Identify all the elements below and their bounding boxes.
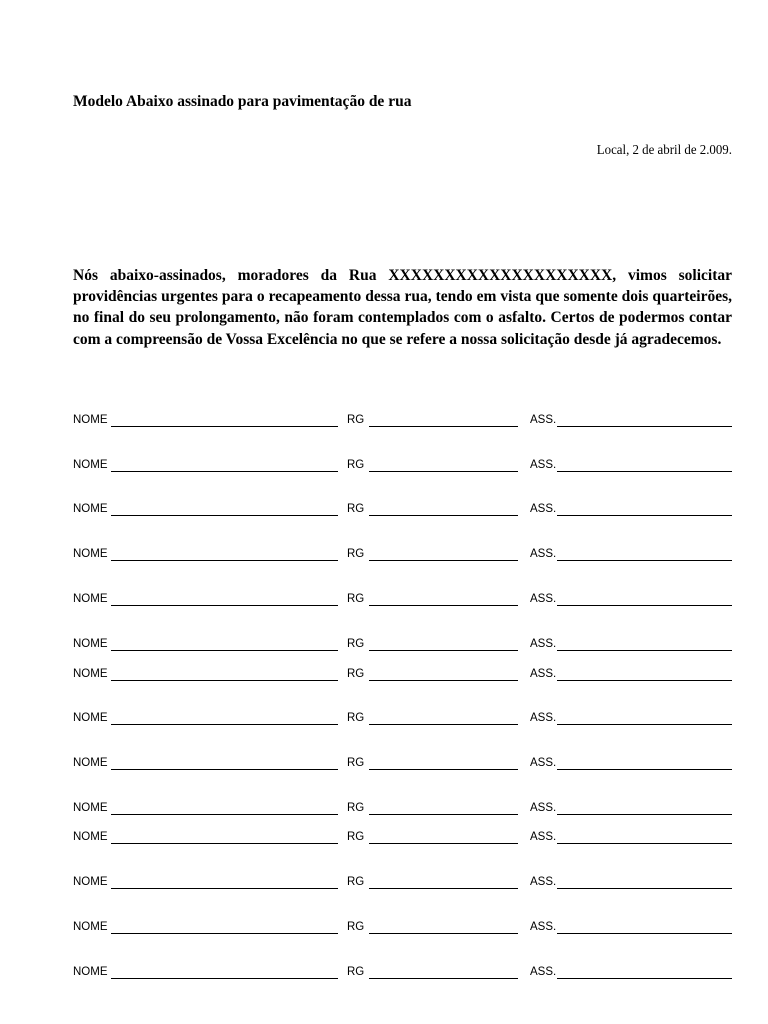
ass-blank-line: [557, 650, 732, 651]
signature-row: [73, 458, 732, 474]
ass-label: ASS.: [530, 831, 557, 843]
ass-blank-line: [557, 560, 732, 561]
ass-label: ASS.: [530, 668, 557, 680]
rg-label: RG: [347, 459, 365, 471]
nome-label: NOME: [73, 966, 108, 978]
rg-blank-line: [369, 680, 518, 681]
dateline: Local, 2 de abril de 2.009.: [596, 143, 732, 158]
ass-label: ASS.: [530, 414, 557, 426]
rg-label: RG: [347, 966, 365, 978]
signature-row: [73, 413, 732, 429]
document-title: Modelo Abaixo assinado para pavimentação de rua: [73, 93, 412, 110]
rg-label: RG: [347, 802, 365, 814]
ass-blank-line: [557, 843, 732, 844]
nome-label: NOME: [73, 548, 108, 560]
rg-label: RG: [347, 638, 365, 650]
rg-blank-line: [369, 515, 518, 516]
signature-row: [73, 592, 732, 608]
nome-label: NOME: [73, 593, 108, 605]
signature-row: [73, 667, 732, 683]
nome-label: NOME: [73, 757, 108, 769]
signature-row: [73, 756, 732, 772]
ass-blank-line: [557, 515, 732, 516]
signature-row: [73, 637, 732, 653]
nome-blank-line: [111, 471, 338, 472]
ass-blank-line: [557, 471, 732, 472]
ass-label: ASS.: [530, 459, 557, 471]
signature-row: [73, 965, 732, 981]
ass-blank-line: [557, 724, 732, 725]
ass-label: ASS.: [530, 757, 557, 769]
ass-label: ASS.: [530, 966, 557, 978]
nome-blank-line: [111, 724, 338, 725]
ass-blank-line: [557, 978, 732, 979]
nome-label: NOME: [73, 831, 108, 843]
ass-label: ASS.: [530, 876, 557, 888]
rg-blank-line: [369, 769, 518, 770]
rg-label: RG: [347, 503, 365, 515]
rg-label: RG: [347, 831, 365, 843]
rg-label: RG: [347, 876, 365, 888]
nome-label: NOME: [73, 638, 108, 650]
signature-row: [73, 801, 732, 817]
signature-row: [73, 875, 732, 891]
rg-blank-line: [369, 605, 518, 606]
ass-blank-line: [557, 933, 732, 934]
signature-row: [73, 920, 732, 936]
nome-label: NOME: [73, 802, 108, 814]
nome-label: NOME: [73, 876, 108, 888]
nome-label: NOME: [73, 712, 108, 724]
rg-blank-line: [369, 426, 518, 427]
rg-label: RG: [347, 668, 365, 680]
rg-blank-line: [369, 560, 518, 561]
ass-blank-line: [557, 426, 732, 427]
nome-blank-line: [111, 769, 338, 770]
rg-label: RG: [347, 757, 365, 769]
ass-blank-line: [557, 605, 732, 606]
rg-label: RG: [347, 921, 365, 933]
nome-blank-line: [111, 843, 338, 844]
ass-label: ASS.: [530, 712, 557, 724]
nome-blank-line: [111, 605, 338, 606]
ass-label: ASS.: [530, 921, 557, 933]
nome-blank-line: [111, 426, 338, 427]
rg-blank-line: [369, 724, 518, 725]
ass-label: ASS.: [530, 593, 557, 605]
rg-blank-line: [369, 471, 518, 472]
nome-blank-line: [111, 650, 338, 651]
ass-blank-line: [557, 680, 732, 681]
petition-body: Nós abaixo-assinados, moradores da Rua XXXXXXXXXXXXXXXXXXXX, vimos solicitar providências urgentes para o recapeamento dessa rua, tendo em vista que somente dois quarteirões, no final do seu prolongamento, não foram contemplados com o asfalto. Certos de podermos contar com a compreensão de Vossa Excelência no que se refere a nossa solicitação desde já agradecemos.: [73, 267, 732, 348]
ass-label: ASS.: [530, 503, 557, 515]
signature-row: [73, 547, 732, 563]
nome-blank-line: [111, 888, 338, 889]
nome-label: NOME: [73, 668, 108, 680]
nome-blank-line: [111, 933, 338, 934]
rg-label: RG: [347, 548, 365, 560]
ass-label: ASS.: [530, 802, 557, 814]
rg-blank-line: [369, 843, 518, 844]
signature-row: [73, 830, 732, 846]
signature-row: [73, 502, 732, 518]
nome-blank-line: [111, 560, 338, 561]
rg-blank-line: [369, 888, 518, 889]
ass-blank-line: [557, 769, 732, 770]
rg-blank-line: [369, 933, 518, 934]
nome-label: NOME: [73, 414, 108, 426]
nome-blank-line: [111, 680, 338, 681]
nome-blank-line: [111, 515, 338, 516]
rg-blank-line: [369, 814, 518, 815]
nome-blank-line: [111, 978, 338, 979]
ass-blank-line: [557, 888, 732, 889]
rg-label: RG: [347, 712, 365, 724]
rg-label: RG: [347, 414, 365, 426]
rg-label: RG: [347, 593, 365, 605]
ass-label: ASS.: [530, 548, 557, 560]
ass-label: ASS.: [530, 638, 557, 650]
nome-label: NOME: [73, 459, 108, 471]
nome-label: NOME: [73, 921, 108, 933]
signature-row: [73, 711, 732, 727]
rg-blank-line: [369, 978, 518, 979]
nome-blank-line: [111, 814, 338, 815]
nome-label: NOME: [73, 503, 108, 515]
rg-blank-line: [369, 650, 518, 651]
ass-blank-line: [557, 814, 732, 815]
